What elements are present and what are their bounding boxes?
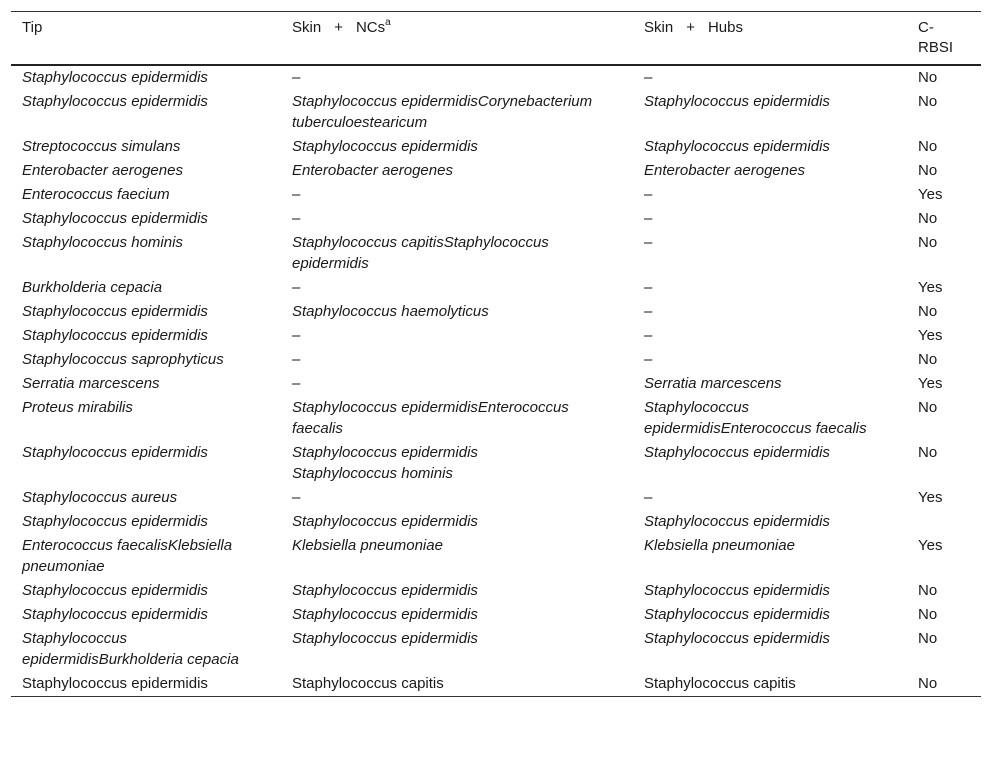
cell-skin-hubs: Staphylococcus epidermidis	[644, 606, 830, 623]
cell-crbsi: No	[918, 399, 938, 416]
header-plus-sign: +	[686, 19, 695, 36]
cell-tip: Staphylococcus epidermidis	[22, 93, 208, 110]
cell-skin-ncs	[281, 207, 633, 231]
organism-entry: Staphylococcus capitis	[292, 675, 444, 692]
cell-crbsi: No	[918, 69, 938, 86]
table-row	[11, 276, 981, 300]
cell-skin-ncs	[281, 672, 633, 697]
table-row	[11, 231, 981, 276]
table-header	[11, 12, 981, 66]
cell-tip: Staphylococcus epidermidis	[22, 210, 208, 227]
table-row	[11, 672, 981, 697]
cell-tip: Proteus mirabilis	[22, 399, 133, 416]
table-row	[11, 627, 981, 672]
cell-skin-ncs	[281, 90, 633, 135]
cell-skin-hubs: –	[644, 210, 653, 227]
table-row	[11, 603, 981, 627]
organism-entry: –	[292, 351, 301, 368]
table-row	[11, 183, 981, 207]
organism-entry: Staphylococcus epidermidis	[292, 513, 478, 530]
header-tip	[11, 12, 281, 66]
cell-tip: Staphylococcus epidermidisBurkholderia cepacia	[22, 630, 239, 668]
table-row	[11, 396, 981, 441]
table-row	[11, 486, 981, 510]
cell-tip: Enterobacter aerogenes	[22, 162, 183, 179]
cell-tip: Enterococcus faecalisKlebsiella pneumoniae	[22, 537, 233, 575]
header-skin-label: Skin	[292, 19, 322, 36]
header-skin-ncs	[281, 12, 633, 66]
table-row	[11, 207, 981, 231]
organism-entry: –	[292, 279, 301, 296]
table-row	[11, 324, 981, 348]
cell-skin-hubs: –	[644, 234, 653, 251]
cell-skin-hubs: –	[644, 489, 653, 506]
cell-tip: Burkholderia cepacia	[22, 279, 163, 296]
cell-crbsi: Yes	[918, 375, 943, 392]
cell-skin-ncs	[281, 183, 633, 207]
cell-crbsi: No	[918, 210, 938, 227]
cell-tip: Staphylococcus aureus	[22, 489, 178, 506]
cell-crbsi: Yes	[918, 186, 943, 203]
organism-entry: Staphylococcus epidermidis	[292, 630, 478, 647]
cell-skin-hubs: Staphylococcus epidermidis	[644, 582, 830, 599]
cell-tip: Staphylococcus epidermidis	[22, 444, 208, 461]
cell-tip: Staphylococcus epidermidis	[22, 69, 208, 86]
organism-entry: Staphylococcus epidermidis	[292, 444, 478, 461]
cell-tip: Streptococcus simulans	[22, 138, 181, 155]
table-body	[11, 65, 981, 697]
cell-tip: Staphylococcus epidermidis	[22, 513, 208, 530]
cell-skin-hubs: Klebsiella pneumoniae	[644, 537, 795, 554]
organism-entry: –	[292, 210, 301, 227]
cell-crbsi: No	[918, 444, 938, 461]
header-crbsi-part2: RBSI	[918, 39, 954, 56]
organism-entry: Staphylococcus epidermidisEnterococcus faecalis	[292, 399, 569, 437]
cell-skin-ncs	[281, 159, 633, 183]
header-tip-label: Tip	[22, 19, 43, 36]
cell-skin-ncs	[281, 603, 633, 627]
table-row	[11, 300, 981, 324]
cell-skin-ncs	[281, 627, 633, 672]
cell-skin-ncs	[281, 276, 633, 300]
organism-entry: Enterobacter aerogenes	[292, 162, 453, 179]
header-ncs-label: NCs	[355, 19, 386, 36]
cell-skin-ncs	[281, 534, 633, 579]
cell-skin-ncs	[281, 348, 633, 372]
table-row	[11, 90, 981, 135]
organism-entry: Klebsiella pneumoniae	[292, 537, 443, 554]
cell-tip: Staphylococcus epidermidis	[22, 582, 208, 599]
cell-skin-ncs	[281, 231, 633, 276]
cell-tip: Staphylococcus epidermidis	[22, 303, 208, 320]
organism-entry: –	[292, 69, 301, 86]
footnote-marker: a	[385, 17, 391, 28]
cell-tip: Staphylococcus epidermidis	[22, 675, 208, 692]
table-row	[11, 579, 981, 603]
cell-tip: Enterococcus faecium	[22, 186, 170, 203]
cell-skin-ncs	[281, 372, 633, 396]
table-row	[11, 534, 981, 579]
cell-skin-hubs: –	[644, 69, 653, 86]
culture-results-table-container	[11, 11, 981, 697]
header-hubs-label: Hubs	[707, 19, 743, 36]
cell-skin-ncs	[281, 441, 633, 486]
cell-skin-ncs	[281, 396, 633, 441]
cell-crbsi: No	[918, 606, 938, 623]
header-row	[11, 12, 981, 66]
organism-entry: Staphylococcus hominis	[292, 465, 453, 482]
header-crbsi	[907, 12, 981, 66]
cell-skin-hubs: –	[644, 186, 653, 203]
cell-crbsi: Yes	[918, 327, 943, 344]
cell-tip: Serratia marcescens	[22, 375, 160, 392]
organism-entry: –	[292, 375, 301, 392]
cell-skin-hubs: –	[644, 279, 653, 296]
table-row	[11, 441, 981, 486]
cell-tip: Staphylococcus hominis	[22, 234, 183, 251]
cell-skin-hubs: Staphylococcus epidermidisEnterococcus faecalis	[644, 399, 867, 437]
organism-entry: Staphylococcus capitisStaphylococcus epidermidis	[292, 234, 549, 272]
culture-results-table	[11, 11, 981, 697]
cell-skin-ncs	[281, 65, 633, 90]
cell-skin-hubs: Staphylococcus epidermidis	[644, 630, 830, 647]
header-skin-label: Skin	[644, 19, 674, 36]
cell-skin-ncs	[281, 135, 633, 159]
table-row	[11, 65, 981, 90]
cell-crbsi: Yes	[918, 279, 943, 296]
organism-entry: Staphylococcus epidermidis	[292, 138, 478, 155]
cell-crbsi: No	[918, 675, 938, 692]
cell-skin-hubs: –	[644, 303, 653, 320]
cell-skin-ncs	[281, 486, 633, 510]
cell-crbsi: No	[918, 351, 938, 368]
cell-crbsi	[907, 510, 981, 534]
header-crbsi-part1: C-	[918, 19, 934, 36]
cell-tip: Staphylococcus saprophyticus	[22, 351, 224, 368]
cell-skin-ncs	[281, 579, 633, 603]
cell-crbsi: No	[918, 303, 938, 320]
cell-crbsi: Yes	[918, 537, 943, 554]
table-row	[11, 348, 981, 372]
cell-skin-hubs: Serratia marcescens	[644, 375, 782, 392]
cell-crbsi: No	[918, 162, 938, 179]
organism-entry: Staphylococcus epidermidis	[292, 582, 478, 599]
cell-skin-ncs	[281, 324, 633, 348]
table-row	[11, 510, 981, 534]
cell-skin-ncs	[281, 510, 633, 534]
cell-crbsi: No	[918, 630, 938, 647]
cell-tip: Staphylococcus epidermidis	[22, 327, 208, 344]
cell-crbsi: No	[918, 93, 938, 110]
cell-crbsi: No	[918, 234, 938, 251]
cell-crbsi: No	[918, 582, 938, 599]
organism-entry: Staphylococcus haemolyticus	[292, 303, 489, 320]
organism-entry: –	[292, 327, 301, 344]
cell-skin-ncs	[281, 300, 633, 324]
organism-entry: –	[292, 489, 301, 506]
organism-entry: Staphylococcus epidermidis	[292, 606, 478, 623]
table-row	[11, 159, 981, 183]
table-row	[11, 135, 981, 159]
cell-skin-hubs: –	[644, 327, 653, 344]
cell-skin-hubs: Staphylococcus epidermidis	[644, 513, 830, 530]
header-plus-sign: +	[334, 19, 343, 36]
organism-entry: –	[292, 186, 301, 203]
cell-skin-hubs: Enterobacter aerogenes	[644, 162, 805, 179]
cell-tip: Staphylococcus epidermidis	[22, 606, 208, 623]
organism-entry: Staphylococcus epidermidisCorynebacterium tuberculoestearicum	[292, 93, 593, 131]
cell-crbsi: No	[918, 138, 938, 155]
cell-skin-hubs: Staphylococcus capitis	[644, 675, 796, 692]
cell-skin-hubs: Staphylococcus epidermidis	[644, 444, 830, 461]
cell-skin-hubs: Staphylococcus epidermidis	[644, 138, 830, 155]
cell-skin-hubs: –	[644, 351, 653, 368]
table-row	[11, 372, 981, 396]
header-skin-hubs	[633, 12, 907, 66]
cell-crbsi: Yes	[918, 489, 943, 506]
cell-skin-hubs: Staphylococcus epidermidis	[644, 93, 830, 110]
